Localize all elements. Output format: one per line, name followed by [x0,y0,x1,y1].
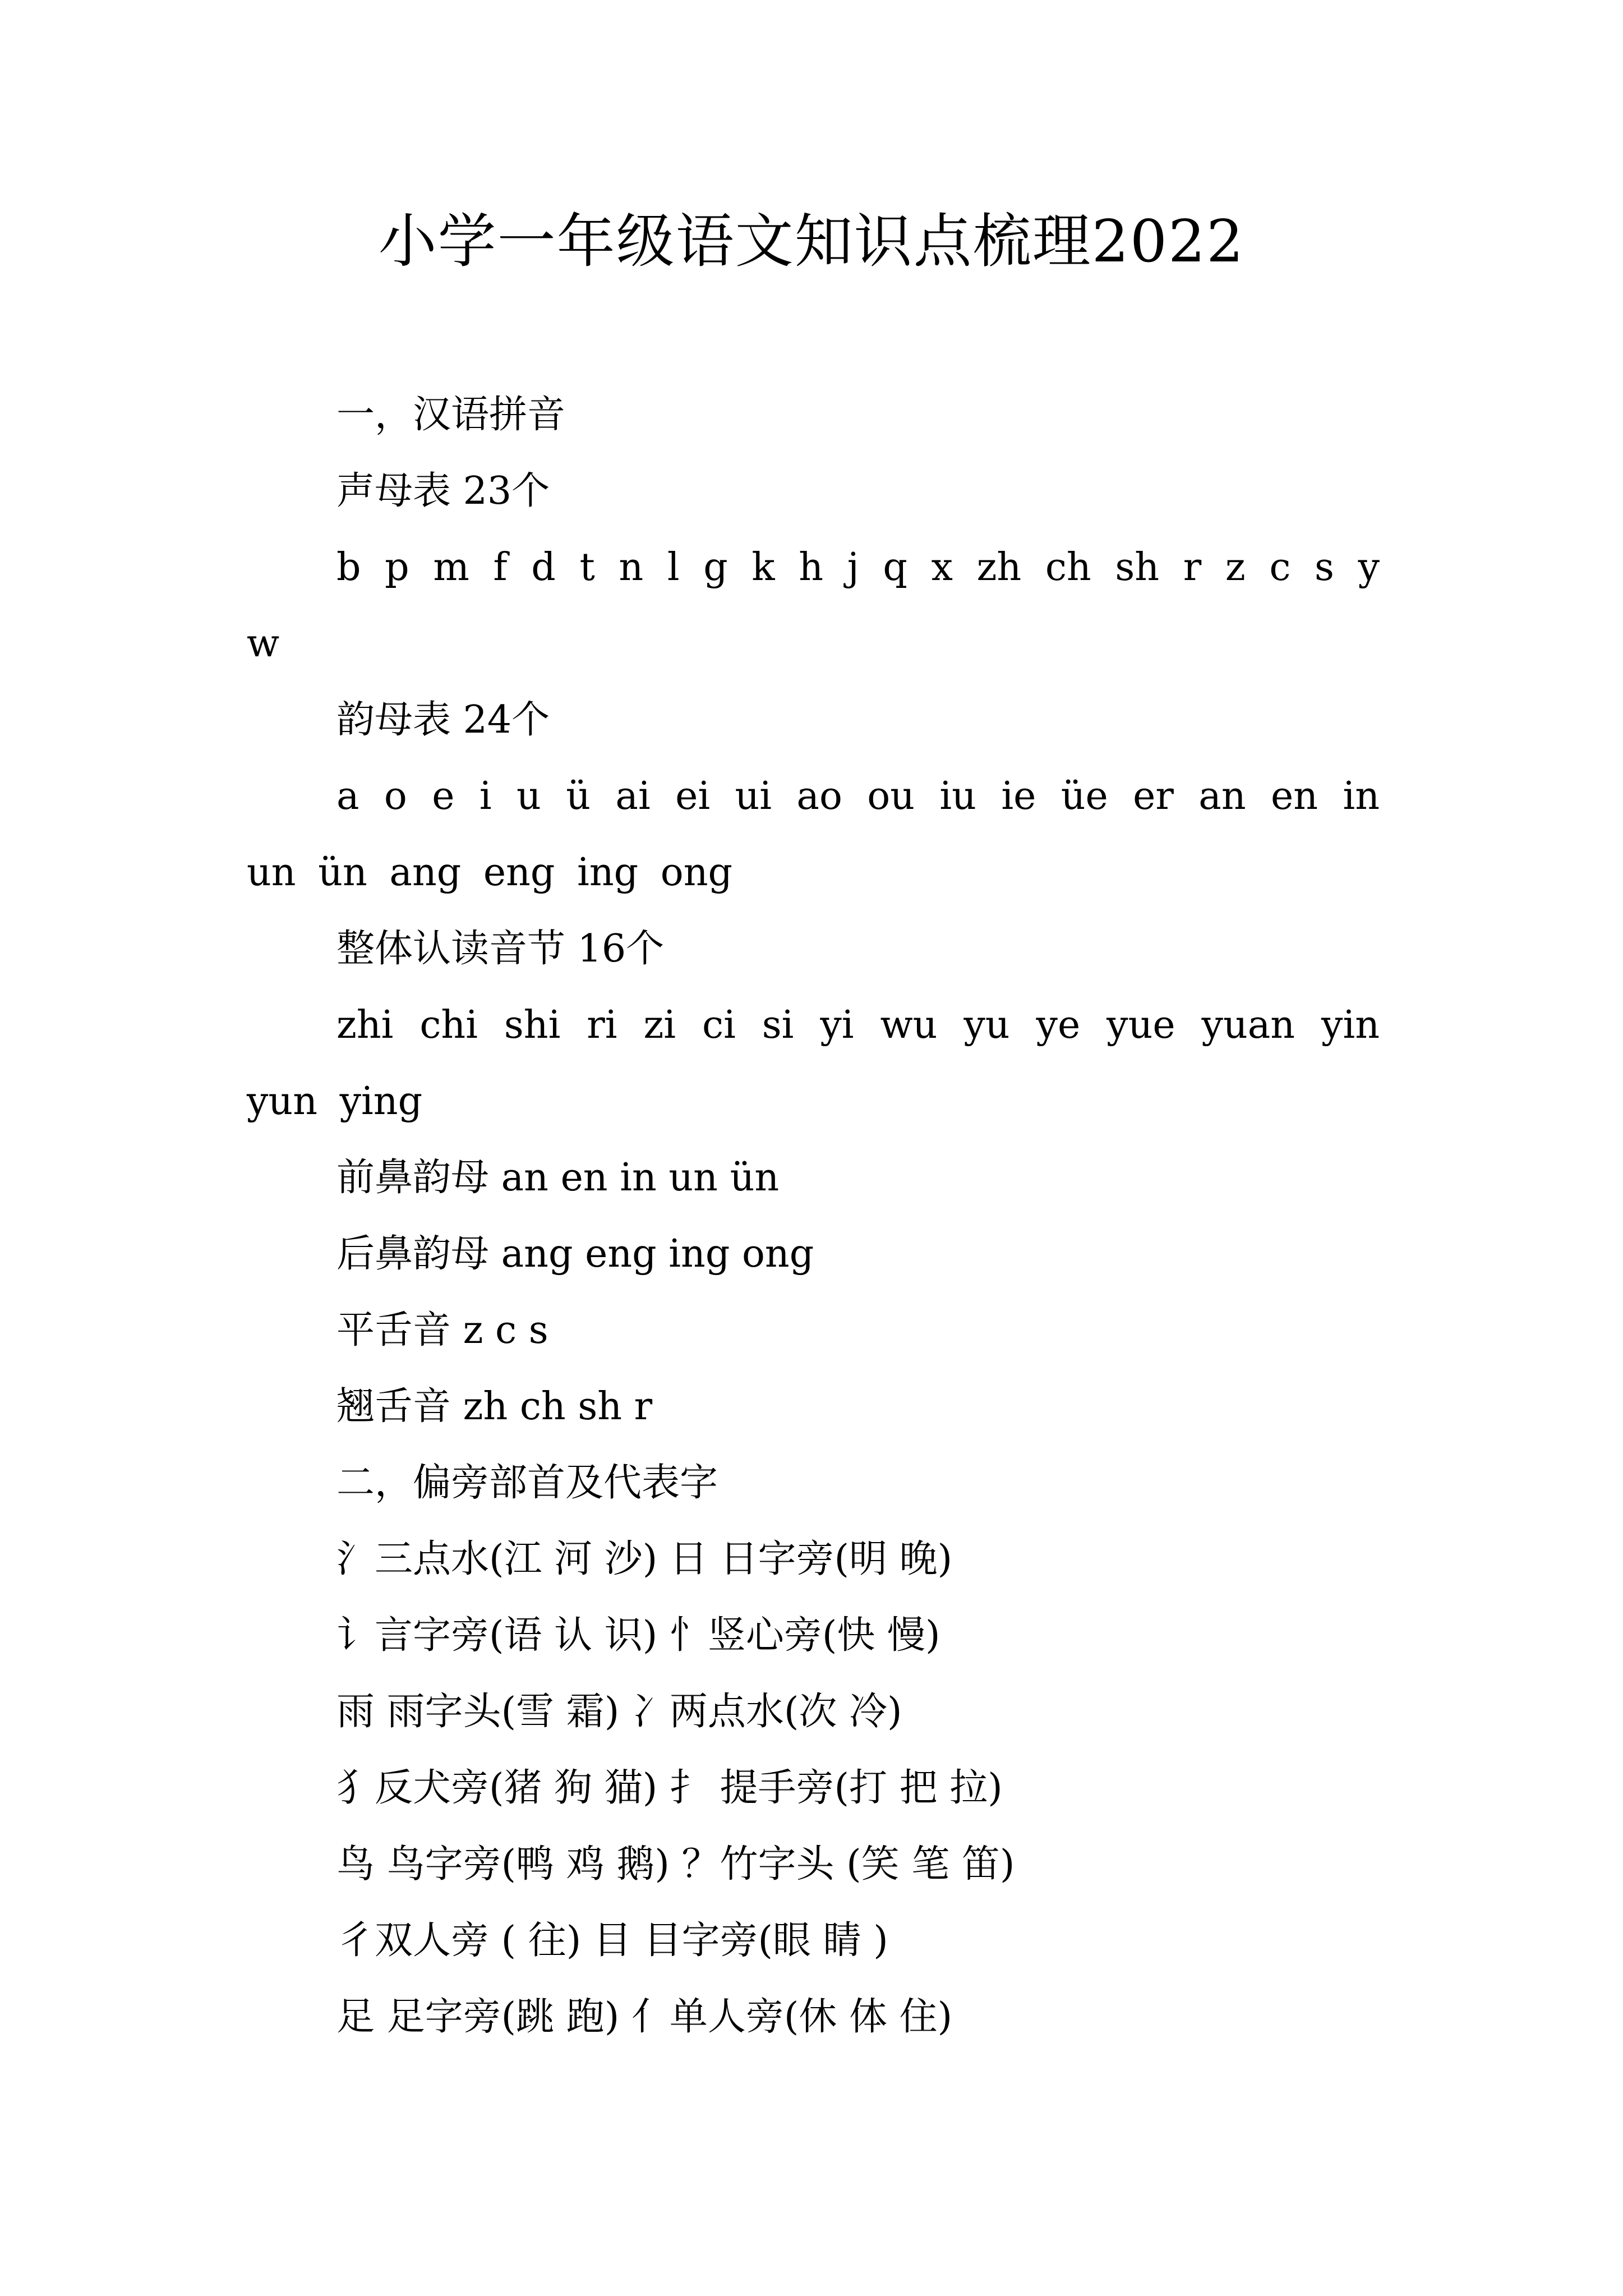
finals-list: a o e i u ü ai ei ui ao ou iu ie üe er an en in un ün ang eng ing ong [247,774,1380,895]
section-heading-radicals: 二，偏旁部首及代表字 [336,1461,718,1505]
radical-line: 彳双人旁 ( 往) 目 目字旁(眼 睛 ) [336,1918,888,1963]
radical-line: 雨 雨字头(雪 霜) 冫两点水(次 冷) [336,1690,902,1734]
radical-line: 足 足字旁(跳 跑) 亻单人旁(休 体 住) [336,1995,953,2039]
initials-list: b p m f d t n l g k h j q x zh ch sh r z c s y w [247,545,1380,666]
retroflex-sounds: 翘舌音 zh ch sh r [336,1384,653,1429]
whole-syllables-heading: 整体认读音节 16个 [336,927,665,971]
radical-line: 鸟 鸟字旁(鸭 鸡 鹅) ？竹字头 (笑 笔 笛) [336,1842,1015,1887]
front-nasal-finals: 前鼻韵母 an en in un ün [336,1156,780,1200]
flat-tongue-sounds: 平舌音 z c s [336,1308,548,1352]
radical-line: 氵三点水(江 河 沙) 日 日字旁(明 晚) [336,1537,953,1581]
back-nasal-finals: 后鼻韵母 ang eng ing ong [336,1232,814,1276]
radical-line: 讠言字旁(语 认 识) 忄竖心旁(快 慢) [336,1613,940,1658]
finals-heading: 韵母表 24个 [336,698,550,742]
document-body [247,377,1380,2055]
radical-line: 犭反犬旁(猪 狗 猫) 扌 提手旁(打 把 拉) [336,1766,1003,1810]
initials-heading: 声母表 23个 [336,469,550,513]
document-title: 小学一年级语文知识点梳理2022 [378,207,1245,275]
section-heading-pinyin: 一，汉语拼音 [336,393,566,437]
whole-syllables-list: zhi chi shi ri zi ci si yi wu yu ye yue yuan yin yun ying [247,1003,1380,1124]
